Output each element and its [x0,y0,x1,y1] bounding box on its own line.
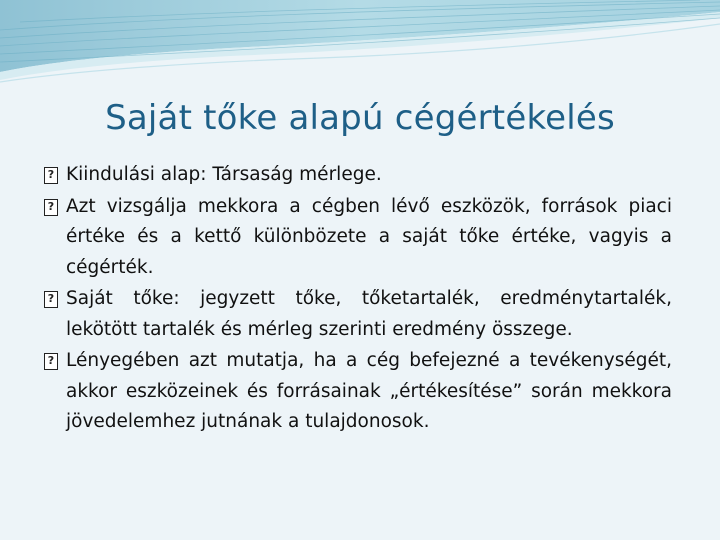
bullet-box-icon [44,291,58,308]
bullet-text: Azt vizsgálja mekkora a cégben lévő eszközök, források piaci értéke és a kettő különbözete a saját tőke értéke, vagyis a cégérték. [66,195,672,278]
bullet-box-icon [44,167,58,184]
bullet-text: Kiindulási alap: Társaság mérlege. [66,164,382,185]
bullet-text: Saját tőke: jegyzett tőke, tőketartalék, eredménytartalék, lekötött tartalék és mérleg szerinti eredmény összege. [66,288,672,340]
bullet-box-icon [44,199,58,216]
bullet-item [44,346,672,438]
bullet-item [44,160,672,191]
bullet-list [44,160,672,439]
bullet-text: Lényegében azt mutatja, ha a cég befejezné a tevékenységét, akkor eszközeinek és forrásainak „értékesítése” során mekkora jövedelemhez jutnának a tulajdonosok. [66,350,672,432]
bullet-item [44,284,672,345]
bullet-item [44,192,672,284]
slide-title: Saját tőke alapú cégértékelés [105,98,615,138]
bullet-box-icon [44,353,58,370]
